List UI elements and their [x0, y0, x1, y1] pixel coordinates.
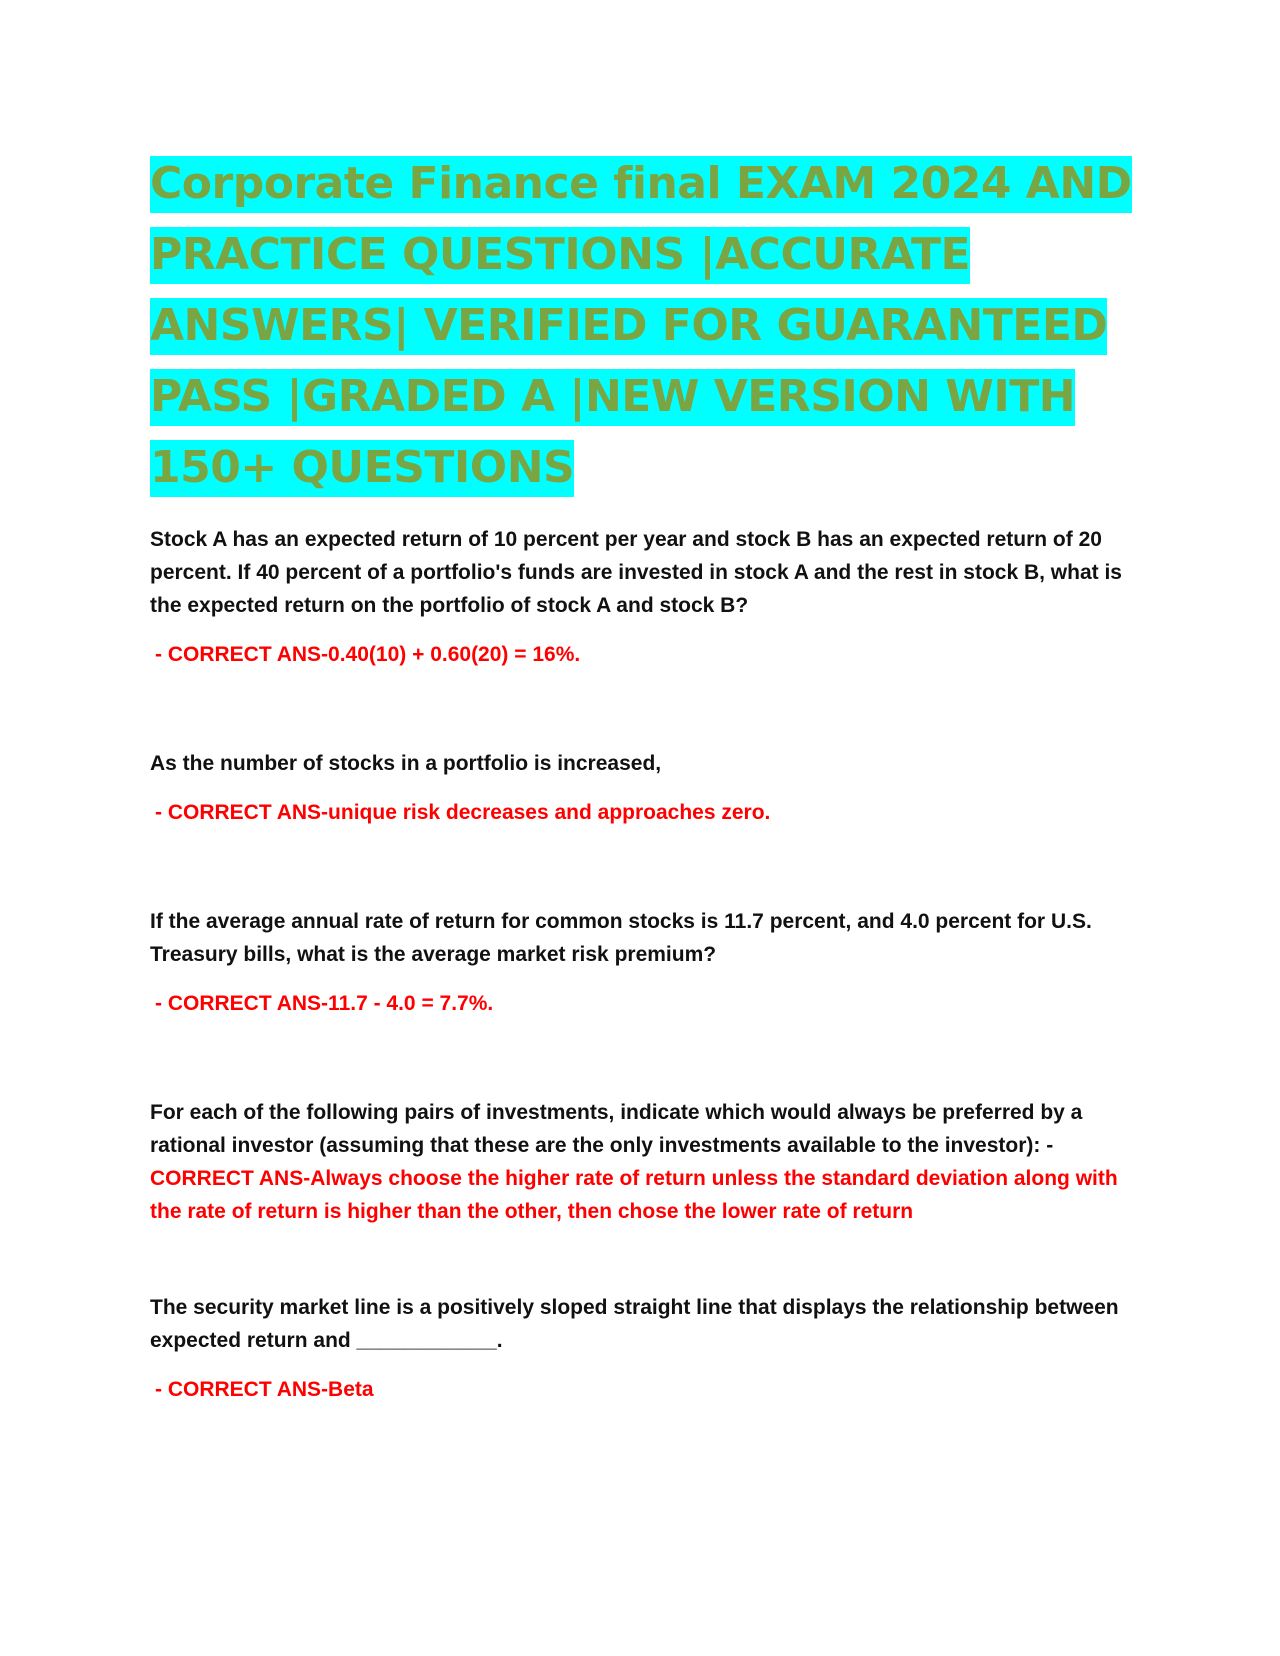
answer-3: - CORRECT ANS-11.7 - 4.0 = 7.7%.	[155, 992, 494, 1015]
answer-1: - CORRECT ANS-0.40(10) + 0.60(20) = 16%.	[155, 643, 581, 666]
question-3: If the average annual rate of return for common stocks is 11.7 percent, and 4.0 percent for U.S. Treasury bills, what is the average market risk premium?	[150, 910, 1092, 966]
document-title-text: Corporate Finance final EXAM 2024 AND PRACTICE QUESTIONS |ACCURATE ANSWERS| VERIFIED FOR GUARANTEED PASS |GRADED A |NEW VERSION WITH 150+ QUESTIONS	[150, 156, 1132, 497]
document-title	[150, 148, 1140, 503]
qa-item-4	[150, 1096, 1140, 1228]
qa-item-2	[150, 747, 1140, 829]
question-2: As the number of stocks in a portfolio is increased,	[150, 752, 662, 775]
answer-4: CORRECT ANS-Always choose the higher rate of return unless the standard deviation along with the rate of return is higher than the other, then chose the lower rate of return	[150, 1167, 1118, 1223]
qa-item-1	[150, 523, 1140, 671]
question-5: The security market line is a positively sloped straight line that displays the relationship between expected return and ____________.	[150, 1296, 1119, 1352]
question-1: Stock A has an expected return of 10 percent per year and stock B has an expected return of 20 percent. If 40 percent of a portfolio's funds are invested in stock A and the rest in stock B, what is the expected return on the portfolio of stock A and stock B?	[150, 528, 1122, 617]
qa-item-3	[150, 905, 1140, 1020]
qa-item-5	[150, 1291, 1140, 1406]
document-page	[150, 148, 1140, 1406]
question-4: For each of the following pairs of investments, indicate which would always be preferred by a rational investor (assuming that these are the only investments available to the investor): -	[150, 1101, 1083, 1157]
answer-2: - CORRECT ANS-unique risk decreases and approaches zero.	[155, 801, 771, 824]
answer-5: - CORRECT ANS-Beta	[155, 1378, 374, 1401]
